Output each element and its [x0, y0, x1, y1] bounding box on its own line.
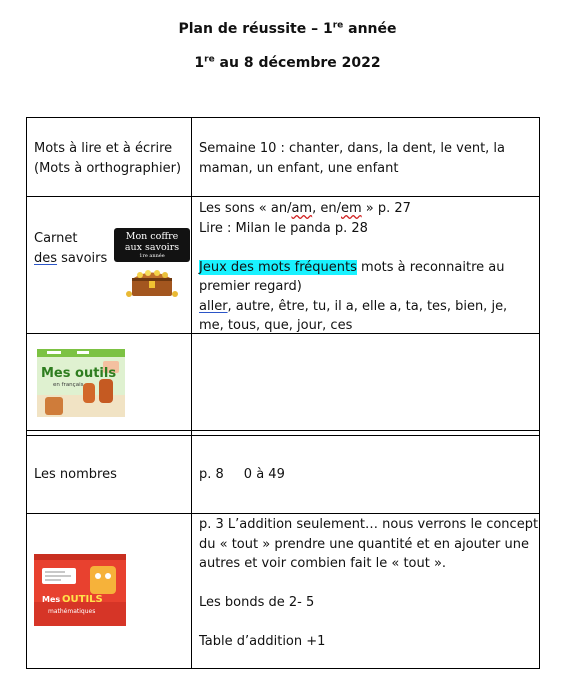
table-line	[191, 117, 192, 669]
sons-mid: , en/	[312, 201, 341, 216]
spacer	[199, 238, 507, 258]
title-text: Plan de réussite – 1	[178, 21, 333, 37]
title-tail: année	[343, 21, 397, 37]
mots-frequents-line1	[199, 297, 507, 317]
table-line	[26, 668, 540, 669]
nombres-label: Les nombres	[34, 467, 117, 482]
mots-line2: maman, un enfant, une enfant	[199, 160, 399, 176]
cover-maths-subtitle: mathématiques	[48, 608, 96, 615]
table-line	[26, 430, 540, 431]
cover-title: Mes outils	[41, 366, 117, 381]
coffre-sign-sub: 1re année	[139, 253, 165, 259]
mots-label-line2: (Mots à orthographier)	[34, 160, 182, 176]
nombres-range: 0 à 49	[243, 467, 285, 482]
coffre-sign	[114, 228, 190, 262]
table-line	[26, 513, 540, 514]
maths-line2: du « tout » prendre une quantité et en ajouter une	[199, 536, 529, 552]
date-prefix: 1	[194, 55, 205, 71]
carnet-label-line2	[34, 249, 107, 269]
nombres-page: p. 8	[199, 467, 224, 482]
coffre-sign-line2: aux savoirs	[124, 242, 180, 253]
cover-subtitle: en français	[53, 382, 84, 388]
plan-table	[26, 117, 540, 669]
mots-label	[34, 139, 181, 178]
spacer	[199, 613, 538, 633]
date-superscript: re	[204, 54, 215, 65]
mots-list	[199, 139, 505, 178]
carnet-savoirs: savoirs	[57, 250, 108, 266]
maths-line3: autres et voir combien fait le « tout ».	[199, 556, 447, 571]
mes-outils-maths-cover	[34, 554, 126, 626]
carnet-label-line1: Carnet	[34, 231, 78, 246]
table-line	[26, 435, 540, 436]
spacer	[199, 574, 538, 594]
date-tail: au 8 décembre 2022	[214, 55, 381, 71]
jeux-line	[199, 258, 507, 278]
title-superscript: re	[332, 20, 344, 31]
mots-frequents-rest: , autre, être, tu, il a, elle a, ta, tes, bien, je,	[227, 298, 508, 314]
sons-em: em	[341, 201, 362, 216]
cover-outils: OUTILS	[62, 594, 103, 605]
carnet-content	[199, 199, 507, 336]
mot-aller: aller	[199, 298, 228, 314]
cover-mes: Mes	[42, 595, 61, 604]
jeux-highlight: Jeux des mots fréquents	[199, 259, 357, 275]
mots-line1: Semaine 10 : chanter, dans, la dent, le vent, la	[199, 141, 506, 156]
table-line	[26, 196, 540, 197]
table-line	[26, 117, 27, 669]
mes-outils-francais-cover	[37, 349, 125, 417]
carnet-label	[34, 229, 107, 268]
lire-line: Lire : Milan le panda p. 28	[199, 220, 368, 236]
jeux-line2: premier regard)	[199, 279, 302, 294]
treasure-chest-icon	[124, 264, 180, 298]
nombres-content	[199, 465, 285, 485]
sons-suffix: » p. 27	[361, 201, 411, 216]
carnet-des: des	[34, 250, 58, 266]
maths-table: Table d’addition +1	[199, 634, 326, 649]
sons-am: am	[291, 201, 313, 216]
maths-line1: p. 3 L’addition seulement… nous verrons le concept	[199, 517, 539, 532]
sons-prefix: Les sons « an/	[199, 201, 292, 216]
coffre-sign-line1: Mon coffre	[125, 231, 179, 242]
page-title	[0, 21, 575, 37]
maths-bonds: Les bonds de 2- 5	[199, 595, 315, 610]
mots-label-line1: Mots à lire et à écrire	[34, 141, 173, 156]
table-line	[539, 117, 540, 669]
coffre-savoirs-image	[114, 228, 190, 298]
maths-content	[199, 515, 538, 652]
mots-frequents-line2: me, tous, que, jour, ces	[199, 318, 353, 333]
date-range	[0, 55, 575, 71]
sons-line	[199, 199, 507, 219]
jeux-rest: mots à reconnaitre au	[356, 259, 505, 275]
table-line	[26, 117, 540, 118]
